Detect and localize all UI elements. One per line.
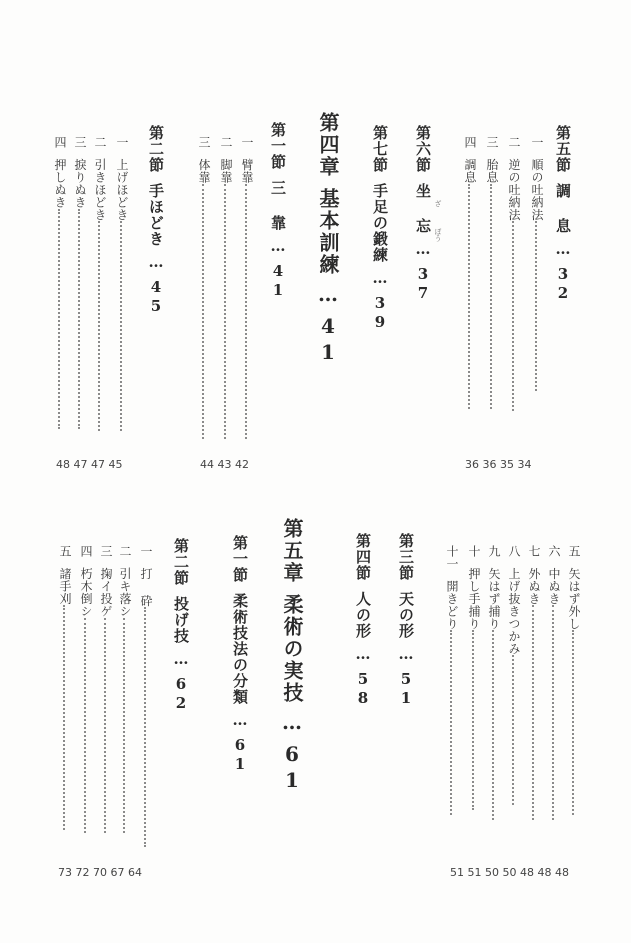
section-label: 第一節: [231, 535, 249, 583]
page-number: 58: [354, 670, 372, 708]
section-heading: 第四節人の形…58: [354, 533, 372, 708]
page-number: 32: [554, 265, 572, 303]
toc-item: 四押しぬき: [54, 136, 66, 429]
leader-dots: [202, 184, 206, 439]
page-number: 41: [269, 262, 287, 300]
section-label: 第七節: [371, 125, 389, 173]
section-heading: 第一節三 靠…41: [269, 122, 287, 300]
page-number: 41: [316, 314, 340, 366]
page-numbers-row: 36 36 35 34: [465, 458, 532, 471]
leader-dots: [512, 655, 516, 805]
section-heading: 第二節投げ技…62: [172, 538, 190, 713]
page-numbers-row: 48 47 47 45: [56, 458, 123, 471]
section-label: 第二節: [172, 538, 190, 586]
leader-dots: [552, 605, 556, 820]
chapter-heading: 第四章基本訓練…41: [316, 112, 340, 366]
section-heading: 第三節天の形…51: [397, 533, 415, 708]
leader-dots: [63, 605, 67, 830]
section-heading: 第七節手足の鍛練…39: [371, 125, 389, 332]
section-heading: 第六節坐 忘…37: [414, 125, 432, 303]
page-numbers-row: 73 72 70 67 64: [58, 866, 142, 879]
chapter-label: 第五章: [280, 518, 304, 584]
toc-item: 一上げほどき: [116, 136, 128, 431]
section-title: 天の形: [397, 591, 415, 639]
toc-item: 三掬イ投ゲ: [100, 545, 112, 833]
leader-dots: [144, 607, 148, 847]
leader-dots: [245, 184, 249, 439]
leader-dots: [572, 630, 576, 815]
ruby-za: ざ: [434, 200, 442, 207]
section-title: 柔術技法の分類: [231, 593, 249, 705]
toc-item: 二引キ落シ: [119, 545, 131, 833]
toc-item: 一順の吐納法: [531, 136, 543, 391]
toc-item: 四調息: [464, 136, 476, 409]
section-heading: 第五節調 息…32: [554, 125, 572, 303]
section-label: 第六節: [414, 125, 432, 173]
leader-dots: [450, 630, 454, 815]
page-number: 51: [397, 670, 415, 708]
toc-item: 二脚靠: [220, 136, 232, 439]
toc-item: 一打 砕: [140, 545, 152, 847]
section-label: 第五節: [554, 125, 572, 173]
leader-dots: [535, 221, 539, 391]
toc-item: 三捩りぬき: [74, 136, 86, 429]
section-heading: 第一節柔術技法の分類…61: [231, 535, 249, 774]
toc-item: 三胎息: [486, 136, 498, 409]
leader-dots: [472, 630, 476, 810]
chapter-title: 基本訓練: [316, 188, 340, 276]
leader-dots: [123, 618, 127, 833]
section-title: 調 息: [554, 183, 572, 234]
page-number: 61: [280, 742, 304, 794]
section-title: 手足の鍛練: [371, 183, 389, 263]
toc-item: 四朽木倒シ: [80, 545, 92, 833]
toc-item: 十一開きどり: [446, 545, 458, 815]
toc-item: 五矢はず外し: [568, 545, 580, 815]
page-number: 62: [172, 675, 190, 713]
page-numbers-row: 51 51 50 50 48 48 48: [450, 866, 569, 879]
page-numbers-row: 44 43 42: [200, 458, 249, 471]
page-number: 61: [231, 736, 249, 774]
chapter-heading: 第五章柔術の実技…61: [280, 518, 304, 794]
section-heading: 第二節手ほどき…45: [147, 125, 165, 316]
toc-item: 二逆の吐納法: [508, 136, 520, 411]
leader-dots: [84, 618, 88, 833]
toc-item: 五諸手刈: [59, 545, 71, 830]
leader-dots: [490, 184, 494, 409]
toc-item: 七外ぬき: [528, 545, 540, 820]
page-number: 39: [371, 294, 389, 332]
toc-item: 八上げ抜きつかみ: [508, 545, 520, 805]
chapter-title: 柔術の実技: [280, 594, 304, 704]
leader-dots: [120, 221, 124, 431]
section-title: 坐 忘: [414, 183, 432, 234]
toc-item: 一臂靠: [241, 136, 253, 439]
toc-item: 九矢はず捕り: [488, 545, 500, 820]
section-title: 三 靠: [269, 180, 287, 231]
leader-dots: [104, 618, 108, 833]
leader-dots: [58, 209, 62, 429]
leader-dots: [78, 209, 82, 429]
section-title: 手ほどき: [147, 183, 165, 247]
section-title: 投げ技: [172, 596, 190, 644]
ruby-bou: ぼう: [434, 228, 442, 242]
page-number: 37: [414, 265, 432, 303]
leader-dots: [512, 221, 516, 411]
section-label: 第四節: [354, 533, 372, 581]
leader-dots: [492, 630, 496, 820]
page-number: 45: [147, 278, 165, 316]
leader-dots: [468, 184, 472, 409]
section-label: 第二節: [147, 125, 165, 173]
leader-dots: [98, 221, 102, 431]
leader-dots: [224, 184, 228, 439]
section-label: 第一節: [269, 122, 287, 170]
chapter-label: 第四章: [316, 112, 340, 178]
toc-item: 十押し手捕り: [468, 545, 480, 810]
toc-item: 三体靠: [198, 136, 210, 439]
section-label: 第三節: [397, 533, 415, 581]
leader-dots: [532, 605, 536, 820]
section-title: 人の形: [354, 591, 372, 639]
toc-item: 二引きほどき: [94, 136, 106, 431]
toc-item: 六中ぬき: [548, 545, 560, 820]
